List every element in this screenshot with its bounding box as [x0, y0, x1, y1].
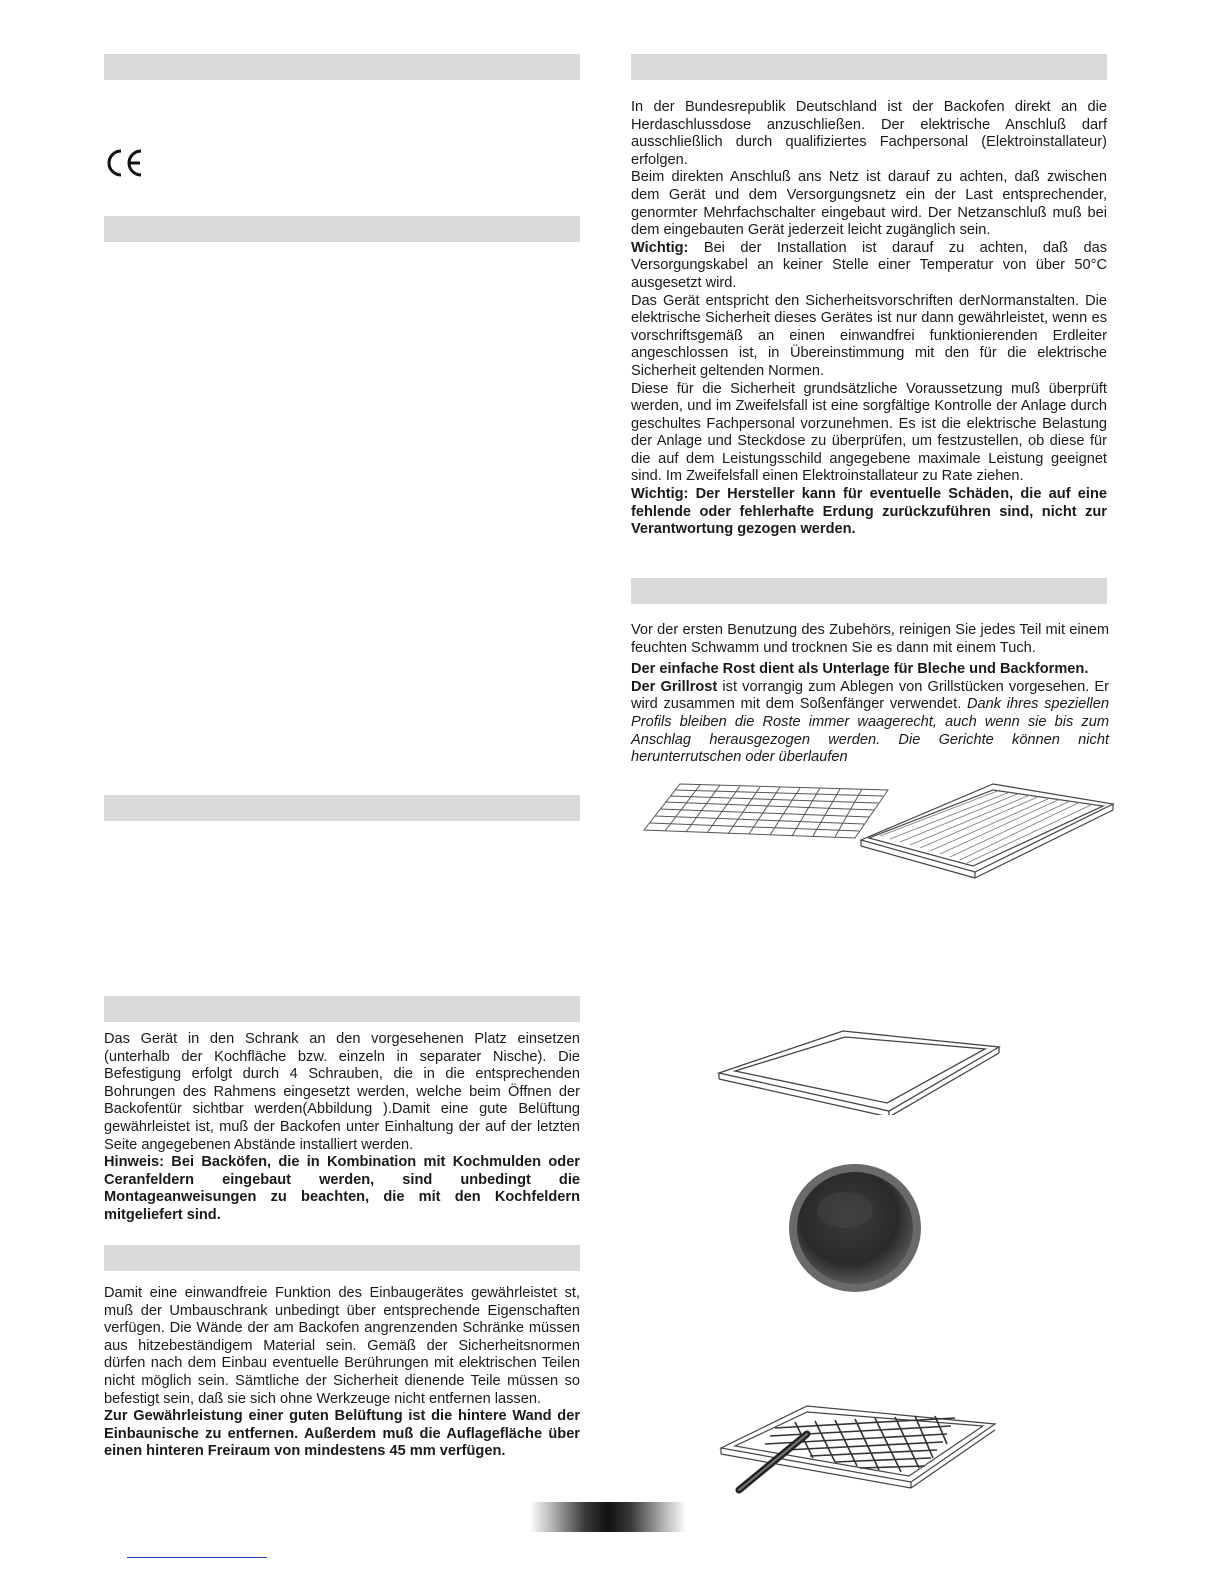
- rack-description: Der einfache Rost dient als Unterlage für Bleche und Backformen.: [631, 661, 1089, 678]
- tray-with-grid-illustration: [715, 1398, 1000, 1498]
- installation-note: Hinweis: Bei Backöfen, die in Kombination mit Kochmulden oder Ceranfeldern eingebaut werden, sind unbedingt die Montageanweisungen zu beachten, die mit den Kochfeldern mitgeliefert sind.: [104, 1154, 580, 1223]
- section-header-bar: [631, 578, 1107, 604]
- footer-line: [127, 1557, 267, 1558]
- electrical-paragraph-1: In der Bundesrepublik Deutschland ist der Backofen direkt an die Herdaschlussdose anzuschließen. Der elektrische Anschluß darf ausschließlich durch qualifiziertes Fachpersonal (Elektroinstallateur) erfolgen.: [631, 99, 1107, 168]
- section-header-bar: [104, 996, 580, 1022]
- baking-tray-illustration: [715, 1025, 1005, 1115]
- cabinet-note: Zur Gewährleistung einer guten Belüftung ist die hintere Wand der Einbaunische zu entfernen. Außerdem muß die Auflagefläche über einen hinteren Freiraum von mindestens 45 mm verfügen.: [104, 1408, 580, 1460]
- electrical-paragraph-5: Diese für die Sicherheit grundsätzliche Voraussetzung muß überprüft werden, und im Zweifelsfall ist eine sorgfältige Kontrolle der Anlage durch geschultes Fachpersonal vorzunehmen. Es ist die elektrische Belastung der Anlage und Steckdose zu überprüfen, um festzustellen, ob diese für die auf dem Leistungsschild angegebene maximale Leistung geeignet sind. Im Zweifelsfall einen Elektroinstallateur zu Rate ziehen.: [631, 380, 1107, 485]
- important-label: Wichtig:: [631, 239, 689, 256]
- electrical-paragraph-4: Das Gerät entspricht den Sicherheitsvorschriften derNormanstalten. Die elektrische Sicherheit dieses Gerätes ist nur dann gewährleistet, wenn es vorschriftsgemäß an einen einwandfrei funktionierenden Erdleiter angeschlossen ist, in Übereinstimmung mit den für die elektrische Sicherheit geltenden Normen.: [631, 292, 1107, 379]
- profile-text: Dank ihres speziellen Profils bleiben die Roste immer waagerecht, auch wenn sie bis zum Anschlag herausgezogen werden. Die Gerichte können nicht herunterrutschen oder überlaufen: [631, 696, 1109, 766]
- section-header-bar: [104, 795, 580, 821]
- grill-description: [631, 679, 1109, 767]
- section-header-bar: [104, 216, 580, 242]
- section-header-bar: [104, 54, 580, 80]
- electrical-paragraph-3: [631, 240, 1107, 293]
- section-header-bar: [104, 1245, 580, 1271]
- installation-paragraph: Das Gerät in den Schrank an den vorgesehenen Platz einsetzen (unterhalb der Kochfläche bzw. einzeln in separater Nische). Die Befestigung erfolgt durch 4 Schrauben, die in die entsprechenden Bohrungen des Rahmens eingesetzt werden, welche beim Öffnen der Backofentür sichtbar werden(Abbildung ).Damit eine gute Belüftung gewährleistet ist, muß der Backofen unter Einhaltung der auf der letzten Seite angegebenen Abstände installiert werden.: [104, 1031, 580, 1153]
- ce-mark-icon: [104, 148, 144, 178]
- page-number-bar: [530, 1502, 686, 1532]
- electrical-section: [631, 99, 1107, 539]
- round-tray-illustration: [785, 1160, 925, 1296]
- grill-rack-illustration: [855, 780, 1120, 880]
- electrical-paragraph-2: Beim direkten Anschluß ans Netz ist darauf zu achten, daß zwischen dem Gerät und dem Versorgungsnetz ein der Last entsprechender, genormter Mehrfachschalter eingebaut wird. Der Netzanschluß muß bei dem eingebauten Gerät jederzeit leicht zugänglich sein.: [631, 169, 1107, 239]
- section-header-bar: [631, 54, 1107, 80]
- electrical-warning: Wichtig: Der Hersteller kann für eventuelle Schäden, die auf eine fehlende oder fehlerhafte Erdung zurückzuführen sind, nicht zur Verantwortung gezogen werden.: [631, 486, 1107, 538]
- cabinet-paragraph: Damit eine einwandfreie Funktion des Einbaugerätes gewährleistet st, muß der Umbauschrank unbedingt über entsprechende Eigenschaften verfügen. Die Wände der am Backofen angrenzenden Schränke müssen aus hitzebeständigem Material sein. Gemäß der Sicherheitsnormen dürfen nach dem Einbau eventuelle Berührungen mit elektrischen Teilen nicht möglich sein. Sämtliche der Sicherheit dienende Teile müssen so befestigt sein, daß sie sich ohne Werkzeuge nicht entfernen lassen.: [104, 1285, 580, 1407]
- accessories-section: [631, 622, 1109, 767]
- grill-label: Der Grillrost: [631, 678, 718, 695]
- grill-text: ist vorrangig zum Ablegen von Grillstücken vorgesehen. Er wird zusammen mit dem Soßenfänger verwendet.: [631, 678, 1109, 713]
- important-text: Bei der Installation ist darauf zu achten, daß das Versorgungskabel an keiner Stelle einer Temperatur von über 50°C ausgesetzt wird.: [631, 239, 1107, 291]
- installation-section: [104, 1031, 580, 1225]
- cabinet-section: [104, 1285, 580, 1461]
- accessories-paragraph: Vor der ersten Benutzung des Zubehörs, reinigen Sie jedes Teil mit einem feuchten Schwamm und trocknen Sie es dann mit einem Tuch.: [631, 622, 1109, 656]
